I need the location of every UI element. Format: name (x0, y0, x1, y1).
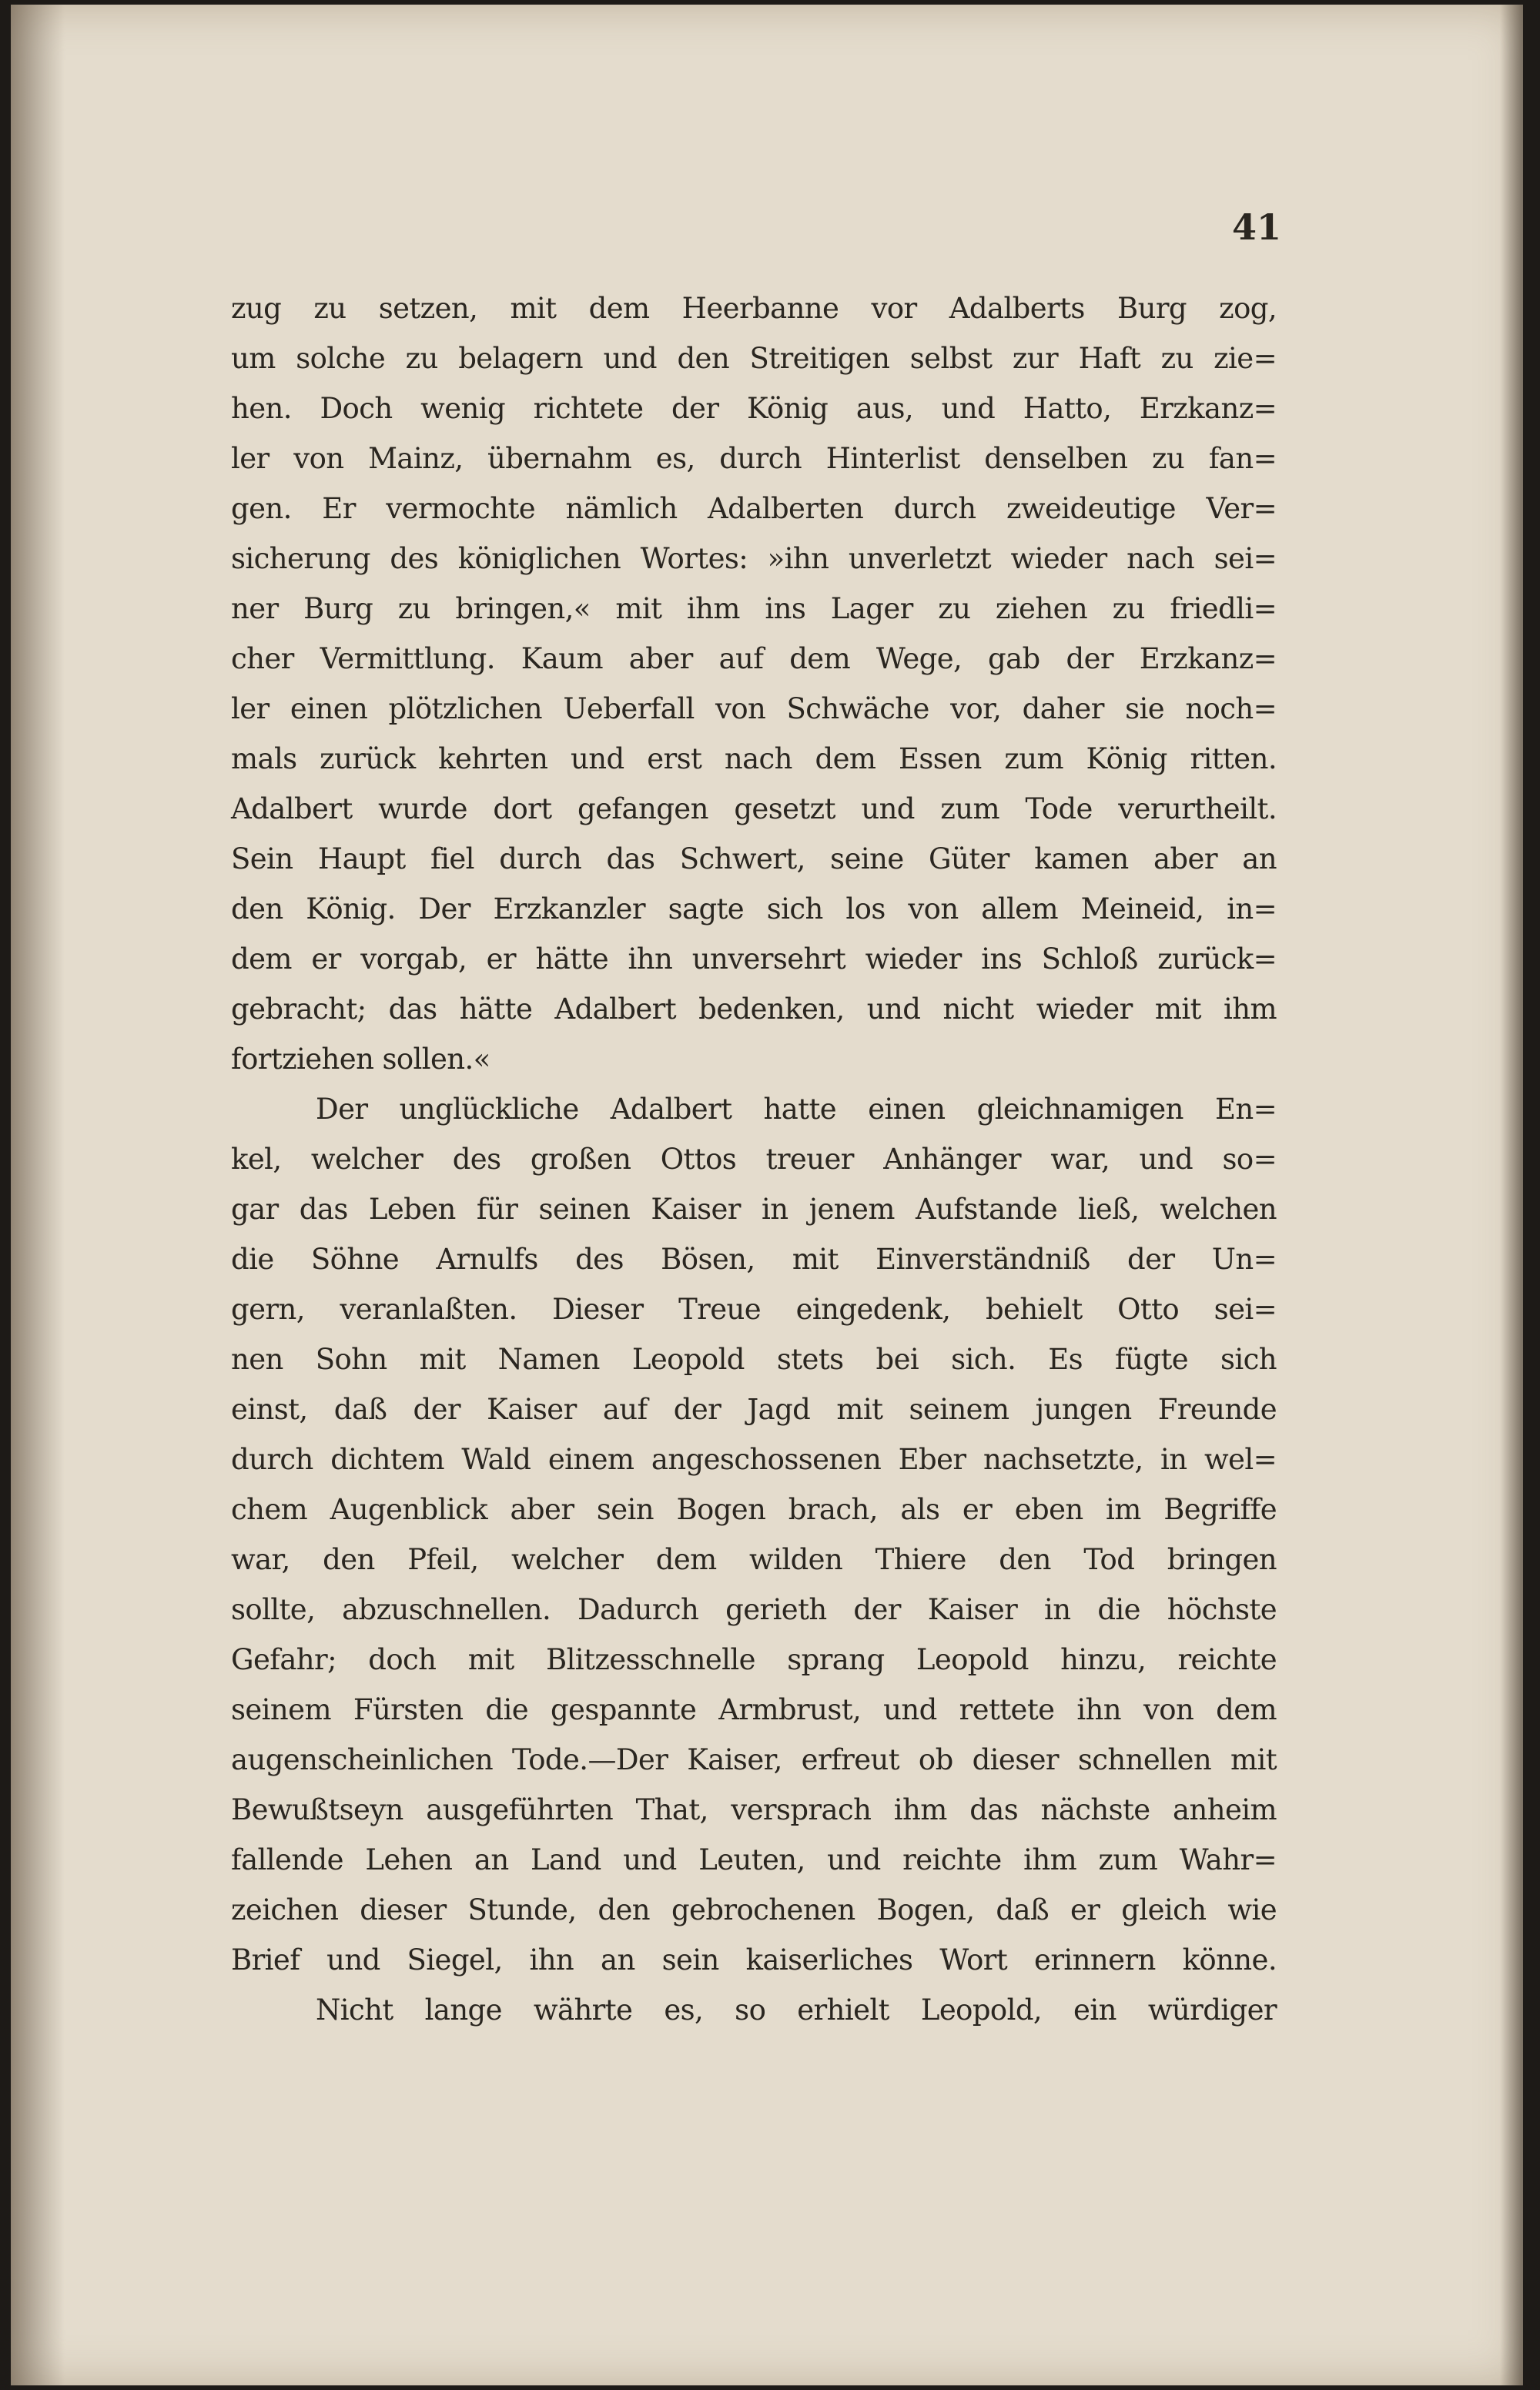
text-line: sollte, abzuschnellen. Dadurch gerieth der Kaiser in die höchste (231, 1593, 1277, 1626)
text-line: gern, veranlaßten. Dieser Treue eingedenk, behielt Otto sei= (231, 1293, 1277, 1326)
text-line: mals zurück kehrten und erst nach dem Essen zum König ritten. (231, 742, 1277, 775)
text-line: gar das Leben für seinen Kaiser in jenem Aufstande ließ, welchen (231, 1193, 1277, 1226)
text-line: Bewußtseyn ausgeführten That, versprach ihm das nächste anheim (231, 1793, 1277, 1826)
text-line: zeichen dieser Stunde, den gebrochenen Bogen, daß er gleich wie (231, 1893, 1277, 1926)
text-line: hen. Doch wenig richtete der König aus, und Hatto, Erzkanz= (231, 392, 1277, 425)
text-line: seinem Fürsten die gespannte Armbrust, und rettete ihn von dem (231, 1693, 1277, 1726)
text-line: Gefahr; doch mit Blitzesschnelle sprang Leopold hinzu, reichte (231, 1643, 1277, 1676)
text-line: war, den Pfeil, welcher dem wilden Thiere den Tod bringen (231, 1543, 1277, 1576)
text-line: Adalbert wurde dort gefangen gesetzt und zum Tode verurtheilt. (231, 792, 1277, 825)
text-line: dem er vorgab, er hätte ihn unversehrt wieder ins Schloß zurück= (231, 942, 1277, 976)
paragraph-start-line: Der unglückliche Adalbert hatte einen gleichnamigen En= (316, 1093, 1277, 1126)
text-line: die Söhne Arnulfs des Bösen, mit Einverständniß der Un= (231, 1243, 1277, 1276)
text-line: ler einen plötzlichen Ueberfall von Schwäche vor, daher sie noch= (231, 692, 1277, 725)
text-line: sicherung des königlichen Wortes: »ihn unverletzt wieder nach sei= (231, 542, 1277, 575)
text-line: kel, welcher des großen Ottos treuer Anhänger war, und so= (231, 1143, 1277, 1176)
paragraph-start-line: Nicht lange währte es, so erhielt Leopold, ein würdiger (316, 1993, 1277, 2027)
text-line: den König. Der Erzkanzler sagte sich los von allem Meineid, in= (231, 892, 1277, 926)
text-line: ler von Mainz, übernahm es, durch Hinterlist denselben zu fan= (231, 442, 1277, 475)
text-line: fallende Lehen an Land und Leuten, und reichte ihm zum Wahr= (231, 1843, 1277, 1876)
text-line: nen Sohn mit Namen Leopold stets bei sich. Es fügte sich (231, 1343, 1277, 1376)
gutter-shadow (11, 5, 65, 2385)
text-line: chem Augenblick aber sein Bogen brach, als er eben im Begriffe (231, 1493, 1277, 1526)
text-line: Sein Haupt fiel durch das Schwert, seine Güter kamen aber an (231, 842, 1277, 875)
text-line: einst, daß der Kaiser auf der Jagd mit seinem jungen Freunde (231, 1393, 1277, 1426)
text-line: Brief und Siegel, ihn an sein kaiserliches Wort erinnern könne. (231, 1943, 1277, 1977)
page-edge (1500, 5, 1523, 2385)
page-number: 41 (1232, 206, 1282, 248)
text-line: gen. Er vermochte nämlich Adalberten durch zweideutige Ver= (231, 492, 1277, 525)
body-text (231, 283, 1277, 2035)
text-line: ner Burg zu bringen,« mit ihm ins Lager zu ziehen zu friedli= (231, 592, 1277, 625)
paragraph-end-line: fortziehen sollen.« (231, 1043, 490, 1076)
text-line: zug zu setzen, mit dem Heerbanne vor Adalberts Burg zog, (231, 292, 1277, 325)
text-line: durch dichtem Wald einem angeschossenen Eber nachsetzte, in wel= (231, 1443, 1277, 1476)
text-line: cher Vermittlung. Kaum aber auf dem Wege, gab der Erzkanz= (231, 642, 1277, 675)
text-line: augenscheinlichen Tode.—Der Kaiser, erfreut ob dieser schnellen mit (231, 1743, 1277, 1776)
text-line: gebracht; das hätte Adalbert bedenken, und nicht wieder mit ihm (231, 992, 1277, 1026)
text-line: um solche zu belagern und den Streitigen selbst zur Haft zu zie= (231, 342, 1277, 375)
book-page (11, 5, 1523, 2385)
